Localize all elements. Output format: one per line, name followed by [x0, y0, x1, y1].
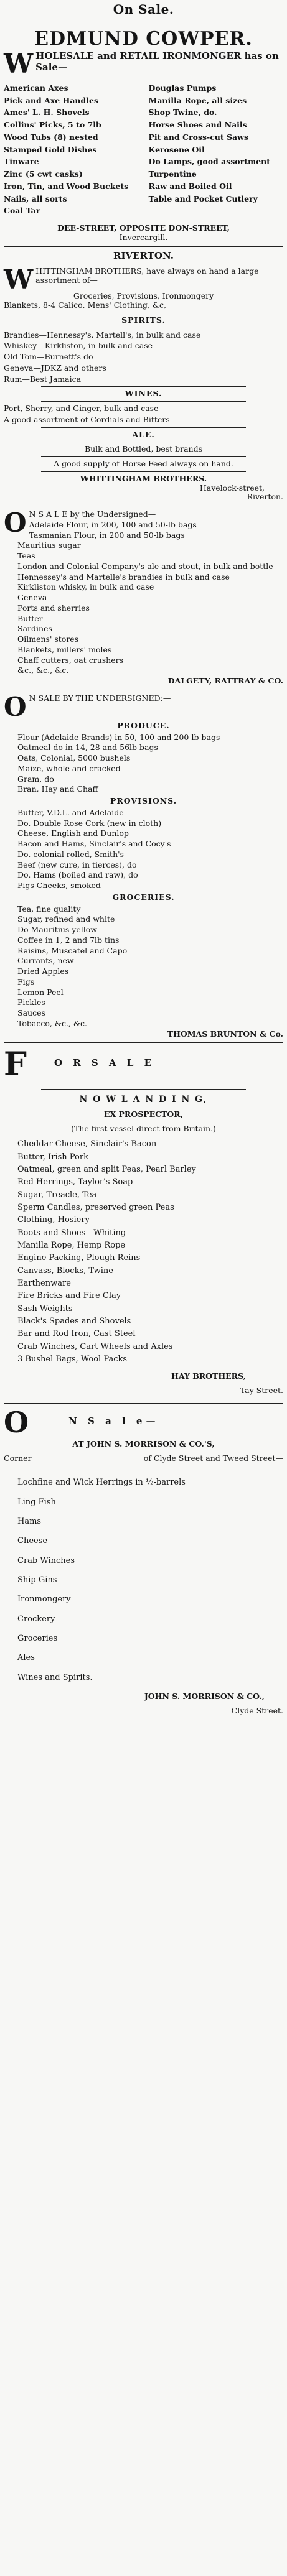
- list-item: Groceries: [17, 1633, 58, 1643]
- wines-heading: WINES.: [125, 389, 162, 399]
- list-item: Wines and Spirits.: [17, 1672, 93, 1682]
- list-item: Collins' Picks, 5 to 7lb: [4, 120, 101, 130]
- list-item: Oatmeal, green and split Peas, Pearl Barley: [17, 1165, 196, 1175]
- list-item: Boots and Shoes—Whiting: [17, 1228, 126, 1238]
- list-item: Pick and Axe Handles: [4, 95, 98, 105]
- groceries-list: [4, 905, 283, 1029]
- drop-cap: O: [4, 507, 27, 539]
- list-item: Tea, fine quality: [17, 904, 81, 914]
- ale-heading: ALE.: [132, 429, 155, 439]
- list-item: Manilla Rope, all sizes: [148, 95, 247, 105]
- cowper-advert: [4, 28, 283, 243]
- list-item: Whiskey—Kirkliston, in bulk and case: [4, 341, 153, 351]
- list-item: Pickles: [17, 998, 45, 1008]
- list-item: Hams: [17, 1517, 42, 1526]
- divider: [4, 1403, 283, 1404]
- list-item: Shop Twine, do.: [148, 108, 217, 118]
- list-item: Do Mauritius yellow: [17, 925, 97, 935]
- list-item: Oatmeal do in 14, 28 and 56lb bags: [17, 743, 158, 753]
- list-item: Raw and Boiled Oil: [148, 181, 232, 191]
- list-item: Oilmens' stores: [17, 634, 79, 644]
- hay-signature: HAY BROTHERS,: [171, 1371, 246, 1381]
- divider: [41, 401, 246, 402]
- divider: [41, 1089, 246, 1090]
- cowper-left-list: [4, 81, 139, 219]
- list-item: Beef (new cure, in tierces), do: [17, 859, 137, 869]
- drop-cap: O: [4, 1405, 29, 1439]
- morrison-corner: [4, 1454, 283, 1463]
- ale-text: Bulk and Bottled, best brands: [84, 444, 203, 454]
- list-item: Ship Gins: [17, 1575, 57, 1585]
- list-item: Blankets, millers' moles: [17, 644, 112, 654]
- list-item: Currants, new: [17, 956, 74, 966]
- list-item: Flour (Adelaide Brands) in 50, 100 and 200-lb bags: [17, 732, 220, 742]
- list-item: &c., &c., &c.: [17, 665, 69, 675]
- morrison-corner-word: Corner: [4, 1453, 32, 1463]
- whittingham-street: Havelock-street,: [199, 483, 265, 493]
- list-item: London and Colonial Company's ale and stout, in bulk and bottle: [17, 561, 273, 571]
- hay-advert: [4, 1045, 283, 1396]
- hay-street: Tay Street.: [240, 1386, 283, 1396]
- list-item: Sugar, Treacle, Tea: [17, 1190, 97, 1200]
- list-item: Crockery: [17, 1614, 55, 1624]
- morrison-corner-text: of Clyde Street and Tweed Street—: [143, 1453, 283, 1463]
- landing-text: N O W L A N D I N G,: [79, 1095, 208, 1105]
- list-item: Teas: [17, 551, 35, 561]
- list-item: Nails, all sorts: [4, 193, 67, 203]
- list-item: Canvass, Blocks, Twine: [17, 1266, 113, 1276]
- list-item: Crab Winches: [17, 1555, 75, 1565]
- divider: [41, 456, 246, 457]
- list-item: Figs: [17, 976, 35, 986]
- cowper-city: Invercargill.: [119, 232, 168, 242]
- list-item: Ales: [17, 1653, 35, 1663]
- list-item: Old Tom—Burnett's do: [4, 352, 93, 362]
- ship-name: EX PROSPECTOR,: [103, 1109, 184, 1119]
- list-item: Adelaide Flour, in 200, 100 and 50-lb bags: [29, 519, 197, 529]
- list-item: Chaff cutters, oat crushers: [17, 655, 124, 665]
- list-item: Coffee in 1, 2 and 7lb tins: [17, 935, 120, 945]
- drop-cap: W: [4, 264, 34, 295]
- brunton-intro-text: N SALE BY THE UNDERSIGNED:—: [29, 693, 171, 703]
- list-item: Fire Bricks and Fire Clay: [17, 1291, 121, 1301]
- cowper-name: EDMUND COWPER.: [34, 27, 253, 50]
- list-item: Kerosene Oil: [148, 144, 205, 154]
- spirits-heading: SPIRITS.: [121, 315, 166, 325]
- list-item: Raisins, Muscatel and Capo: [17, 945, 128, 955]
- list-item: Rum—Best Jamaica: [4, 374, 82, 384]
- produce-list: [4, 733, 283, 795]
- list-item: Maize, whole and cracked: [17, 763, 121, 773]
- cowper-tagline-text: HOLESALE and RETAIL IRONMONGER has on Sale—: [35, 50, 279, 73]
- list-item: Wood Tubs (8) nested: [4, 132, 98, 142]
- list-item: Kirkliston whisky, in bulk and case: [17, 582, 154, 592]
- wines-list: [4, 404, 283, 425]
- list-item: Sardines: [17, 624, 52, 634]
- dalgety-signature: DALGETY, RATTRAY & CO.: [167, 676, 283, 686]
- hay-title-text: O R S A L E: [54, 1057, 156, 1069]
- provisions-list: [4, 808, 283, 891]
- list-item: Mauritius sugar: [17, 540, 81, 550]
- list-item: Sauces: [17, 1008, 45, 1018]
- list-item: Bar and Rod Iron, Cast Steel: [17, 1329, 136, 1339]
- morrison-list: [4, 1478, 283, 1682]
- whittingham-town: Riverton.: [247, 492, 283, 502]
- list-item: Sash Weights: [17, 1304, 73, 1313]
- list-item: Tobacco, &c., &c.: [17, 1018, 87, 1028]
- list-item: Bran, Hay and Chaff: [17, 784, 98, 794]
- morrison-title: [4, 1405, 283, 1439]
- whittingham-intro: [4, 264, 283, 295]
- whittingham-intro-text: HITTINGHAM BROTHERS, have always on hand a large assortment of—: [35, 266, 259, 285]
- list-item: American Axes: [4, 83, 68, 93]
- list-item: Red Herrings, Taylor's Soap: [17, 1177, 133, 1187]
- morrison-title-text: N S a l e—: [68, 1415, 159, 1427]
- morrison-signature: JOHN S. MORRISON & CO.,: [144, 1691, 265, 1701]
- divider: [41, 386, 246, 387]
- page-header: On Sale.: [113, 2, 174, 17]
- morrison-advert: [4, 1407, 283, 1716]
- list-item: 3 Bushel Bags, Wool Packs: [17, 1355, 128, 1364]
- list-item: A good assortment of Cordials and Bitters: [4, 414, 170, 424]
- divider: [4, 1042, 283, 1043]
- divider: [41, 427, 246, 428]
- feed-text: A good supply of Horse Feed always on hand.: [54, 459, 233, 469]
- list-item: Cheddar Cheese, Sinclair's Bacon: [17, 1139, 157, 1149]
- list-item: Geneva: [17, 593, 47, 603]
- cowper-item-grid: [4, 81, 283, 219]
- list-item: Gram, do: [17, 774, 54, 784]
- list-item: Sugar, refined and white: [17, 914, 115, 924]
- ship-note: (The first vessel direct from Britain.): [71, 1123, 216, 1133]
- dalgety-list: [4, 521, 283, 675]
- drop-cap: F: [4, 1045, 27, 1084]
- provisions-heading: PROVISIONS.: [110, 796, 177, 806]
- dalgety-intro-text: N S A L E by the Undersigned—: [29, 509, 156, 519]
- whittingham-intro2: Groceries, Provisions, Ironmongery: [73, 291, 214, 301]
- list-item: Do. Hams (boiled and raw), do: [17, 870, 138, 880]
- list-item: Sperm Candles, preserved green Peas: [17, 1203, 174, 1213]
- spirits-list: [4, 331, 283, 384]
- list-item: Ling Fish: [17, 1497, 56, 1507]
- groceries-heading: GROCERIES.: [112, 892, 175, 902]
- whittingham-intro3: Blankets, 8-4 Calico, Mens' Clothing, &c,: [4, 300, 166, 310]
- list-item: Horse Shoes and Nails: [148, 120, 247, 130]
- list-item: Clothing, Hosiery: [17, 1215, 90, 1225]
- list-item: Pit and Cross-cut Saws: [148, 132, 248, 142]
- list-item: Do. Double Rose Cork (new in cloth): [17, 818, 162, 828]
- cowper-tagline: [4, 48, 283, 79]
- list-item: Lochfine and Wick Herrings in ½-barrels: [17, 1478, 186, 1488]
- hay-list: [4, 1139, 283, 1364]
- list-item: Lemon Peel: [17, 987, 64, 997]
- list-item: Geneva—JDKZ and others: [4, 363, 106, 373]
- list-item: Tasmanian Flour, in 200 and 50-lb bags: [29, 530, 185, 540]
- dalgety-advert: [4, 507, 283, 686]
- list-item: Do. colonial rolled, Smith's: [17, 849, 124, 859]
- list-item: Do Lamps, good assortment: [148, 157, 271, 167]
- cowper-address: DEE-STREET, OPPOSITE DON-STREET,: [57, 223, 230, 233]
- list-item: Iron, Tin, and Wood Buckets: [4, 181, 129, 191]
- list-item: Oats, Colonial, 5000 bushels: [17, 753, 131, 763]
- list-item: Turpentine: [148, 169, 197, 179]
- list-item: Zinc (5 cwt casks): [4, 169, 83, 179]
- list-item: Hennessey's and Martelle's brandies in bulk and case: [17, 572, 230, 581]
- list-item: Butter, V.D.L. and Adelaide: [17, 807, 124, 817]
- divider: [41, 471, 246, 472]
- drop-cap: O: [4, 691, 27, 722]
- drop-cap: W: [4, 48, 34, 79]
- brunton-intro: [4, 691, 283, 722]
- whittingham-place: RIVERTON.: [113, 249, 174, 261]
- divider: [4, 246, 283, 247]
- list-item: Manilla Rope, Hemp Rope: [17, 1241, 126, 1251]
- list-item: Earthenware: [17, 1279, 71, 1289]
- list-item: Cheese, English and Dunlop: [17, 828, 129, 838]
- cowper-right-list: [149, 81, 284, 219]
- list-item: Douglas Pumps: [148, 83, 217, 93]
- list-item: Ports and sherries: [17, 603, 90, 613]
- brunton-advert: [4, 691, 283, 1039]
- list-item: Table and Pocket Cutlery: [148, 193, 258, 203]
- advert-column: [4, 0, 283, 1715]
- list-item: Dried Apples: [17, 966, 69, 976]
- list-item: Crab Winches, Cart Wheels and Axles: [17, 1341, 173, 1351]
- list-item: Port, Sherry, and Ginger, bulk and case: [4, 404, 159, 414]
- list-item: Bacon and Hams, Sinclair's and Cocy's: [17, 839, 171, 849]
- list-item: Coal Tar: [4, 206, 40, 216]
- whittingham-signature: WHITTINGHAM BROTHERS.: [80, 473, 207, 483]
- morrison-street: Clyde Street.: [231, 1705, 283, 1715]
- produce-heading: PRODUCE.: [117, 720, 170, 730]
- list-item: Tinware: [4, 157, 39, 167]
- brunton-signature: THOMAS BRUNTON & Co.: [167, 1029, 283, 1039]
- whittingham-advert: [4, 251, 283, 502]
- list-item: Ironmongery: [17, 1595, 71, 1605]
- list-item: Brandies—Hennessy's, Martell's, in bulk and case: [4, 330, 201, 340]
- list-item: Ames' L. H. Shovels: [4, 108, 90, 118]
- list-item: Butter: [17, 613, 43, 623]
- hay-title: [4, 1045, 283, 1084]
- morrison-at: AT JOHN S. MORRISON & CO.'S,: [72, 1439, 215, 1448]
- list-item: Butter, Irish Pork: [17, 1152, 88, 1162]
- list-item: Stamped Gold Dishes: [4, 144, 97, 154]
- list-item: Engine Packing, Plough Reins: [17, 1253, 141, 1263]
- list-item: Cheese: [17, 1536, 48, 1546]
- list-item: Pigs Cheeks, smoked: [17, 881, 101, 891]
- list-item: Black's Spades and Shovels: [17, 1317, 131, 1327]
